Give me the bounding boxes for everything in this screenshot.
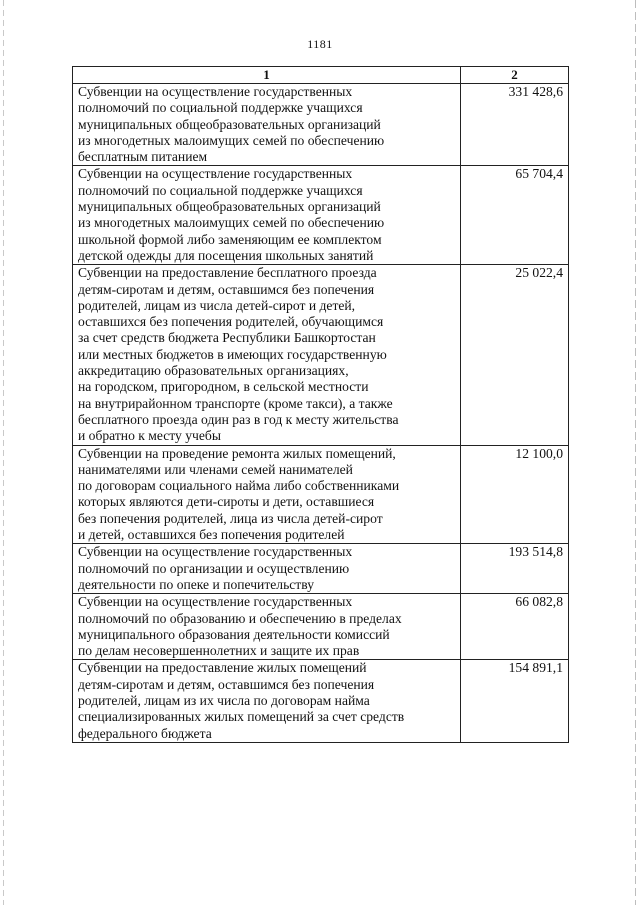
description-line: на внутрирайонном транспорте (кроме такси), а также <box>78 395 393 411</box>
row-description <box>73 84 461 166</box>
description-line: на городском, пригородном, в сельской местности <box>78 379 369 395</box>
row-description <box>73 265 461 445</box>
table-row <box>73 265 569 445</box>
row-amount: 12 100,0 <box>461 445 569 544</box>
row-amount: 154 891,1 <box>461 660 569 742</box>
row-description <box>73 544 461 594</box>
description-line: нанимателями или членами семей нанимателей <box>78 461 353 477</box>
description-line: детям-сиротам и детям, оставшимся без попечения <box>78 676 375 692</box>
page-number: 1181 <box>307 37 333 51</box>
description-line: муниципальных общеобразовательных организаций <box>78 199 381 215</box>
row-amount: 25 022,4 <box>461 265 569 445</box>
column-header-amount: 2 <box>461 67 569 84</box>
table-row <box>73 594 569 660</box>
row-description <box>73 445 461 544</box>
table-row <box>73 660 569 742</box>
table-header-row <box>73 67 569 84</box>
description-line: из многодетных малоимущих семей по обеспечению <box>78 215 385 231</box>
description-line: деятельности по опеке и попечительству <box>78 576 314 592</box>
table-body <box>73 84 569 743</box>
description-line: Субвенции на проведение ремонта жилых помещений, <box>78 445 396 461</box>
description-line: оставшихся без попечения родителей, обучающимся <box>78 314 384 330</box>
description-line: Субвенции на осуществление государственных <box>78 594 353 610</box>
description-line: муниципальных общеобразовательных организаций <box>78 116 381 132</box>
table-row <box>73 166 569 265</box>
description-line: детям-сиротам и детям, оставшимся без попечения <box>78 281 375 297</box>
description-line: за счет средств бюджета Республики Башкортостан <box>78 330 376 346</box>
table-row <box>73 544 569 594</box>
description-line: родителей, лицам из их числа по договорам найма <box>78 692 370 708</box>
row-amount: 331 428,6 <box>461 84 569 166</box>
description-line: полномочий по социальной поддержке учащихся <box>78 182 363 198</box>
description-line: Субвенции на предоставление жилых помещений <box>78 660 367 676</box>
description-line: которых являются дети-сироты и дети, оставшиеся <box>78 494 375 510</box>
description-line: детской одежды для посещения школьных занятий <box>78 247 374 263</box>
column-header-description: 1 <box>73 67 461 84</box>
description-line: и обратно к месту учебы <box>78 428 221 444</box>
row-description <box>73 594 461 660</box>
row-amount: 66 082,8 <box>461 594 569 660</box>
description-line: по делам несовершеннолетних и защите их прав <box>78 643 360 659</box>
description-line: без попечения родителей, лица из числа детей-сирот <box>78 510 383 526</box>
subvention-table <box>72 66 569 743</box>
description-line: бесплатного проезда один раз в год к месту жительства <box>78 411 399 427</box>
row-amount: 193 514,8 <box>461 544 569 594</box>
description-line: муниципального образования деятельности комиссий <box>78 626 390 642</box>
description-line: специализированных жилых помещений за счет средств <box>78 709 405 725</box>
description-line: полномочий по организации и осуществлению <box>78 560 350 576</box>
description-line: школьной формой либо заменяющим ее комплектом <box>78 231 382 247</box>
description-line: Субвенции на осуществление государственных <box>78 166 353 182</box>
table-row <box>73 84 569 166</box>
description-line: Субвенции на осуществление государственных <box>78 544 353 560</box>
description-line: Субвенции на осуществление государственных <box>78 84 353 99</box>
description-line: или местных бюджетов в имеющих государственную <box>78 346 387 362</box>
description-line: аккредитацию образовательных организациях, <box>78 363 349 379</box>
description-line: Субвенции на предоставление бесплатного проезда <box>78 265 377 281</box>
table-row <box>73 445 569 544</box>
description-line: бесплатным питанием <box>78 149 208 165</box>
row-description <box>73 660 461 742</box>
description-line: федерального бюджета <box>78 725 212 741</box>
description-line: и детей, оставшихся без попечения родителей <box>78 527 345 543</box>
scan-edge-left <box>3 0 4 905</box>
description-line: родителей, лицам из числа детей-сирот и детей, <box>78 297 356 313</box>
description-line: по договорам социального найма либо собственниками <box>78 478 400 494</box>
description-line: полномочий по социальной поддержке учащихся <box>78 100 363 116</box>
scan-edge-right <box>635 0 636 905</box>
row-amount: 65 704,4 <box>461 166 569 265</box>
row-description <box>73 166 461 265</box>
description-line: из многодетных малоимущих семей по обеспечению <box>78 132 385 148</box>
description-line: полномочий по образованию и обеспечению в пределах <box>78 610 402 626</box>
